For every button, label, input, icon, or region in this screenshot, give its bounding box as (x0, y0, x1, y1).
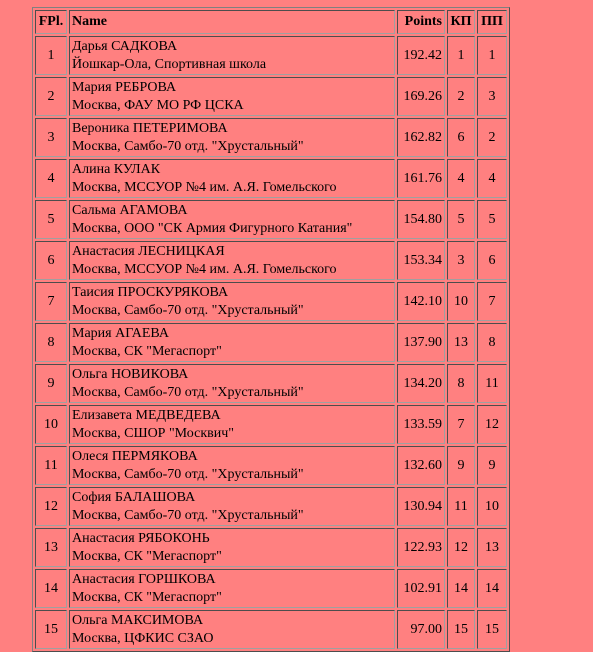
skater-club: Москва, СК "Мегаспорт" (72, 589, 222, 605)
place-cell: 10 (35, 405, 67, 444)
points-cell: 192.42 (397, 36, 445, 75)
place-cell: 7 (35, 282, 67, 321)
place-cell: 4 (35, 159, 67, 198)
points-cell: 153.34 (397, 241, 445, 280)
points-cell: 161.76 (397, 159, 445, 198)
skater-cell (69, 77, 395, 116)
kp-cell: 15 (447, 610, 475, 649)
skater-name: Мария РЕБРОВА (72, 79, 177, 95)
skater-club: Москва, СК "Мегаспорт" (72, 343, 222, 359)
skater-club: Москва, ФАУ МО РФ ЦСКА (72, 97, 244, 113)
skater-cell (69, 159, 395, 198)
skater-club: Москва, ООО "СК Армия Фигурного Катания" (72, 220, 353, 236)
pp-cell: 1 (477, 36, 507, 75)
skater-name: Анастасия РЯБОКОНЬ (72, 530, 210, 546)
place-cell: 2 (35, 77, 67, 116)
points-cell: 130.94 (397, 487, 445, 526)
table-row (35, 241, 507, 280)
skater-club: Москва, МССУОР №4 им. А.Я. Гомельского (72, 179, 337, 195)
skater-cell (69, 118, 395, 157)
pp-cell: 11 (477, 364, 507, 403)
skater-name: Елизавета МЕДВЕДЕВА (72, 407, 221, 423)
skater-club: Москва, Самбо-70 отд. "Хрустальный" (72, 138, 304, 154)
points-cell: 134.20 (397, 364, 445, 403)
skater-name: Дарья САДКОВА (72, 38, 178, 54)
skater-cell (69, 487, 395, 526)
pp-cell: 3 (477, 77, 507, 116)
kp-cell: 4 (447, 159, 475, 198)
table-row (35, 569, 507, 608)
header-pp: ПП (477, 10, 507, 34)
place-cell: 15 (35, 610, 67, 649)
skater-club: Москва, СШОР "Москвич" (72, 425, 234, 441)
pp-cell: 6 (477, 241, 507, 280)
table-row (35, 610, 507, 649)
skater-cell (69, 610, 395, 649)
kp-cell: 6 (447, 118, 475, 157)
place-cell: 11 (35, 446, 67, 485)
skater-cell (69, 446, 395, 485)
skater-name: Мария АГАЕВА (72, 325, 170, 341)
skater-club: Москва, СК "Мегаспорт" (72, 548, 222, 564)
skater-name: Анастасия ГОРШКОВА (72, 571, 216, 587)
pp-cell: 13 (477, 528, 507, 567)
points-cell: 162.82 (397, 118, 445, 157)
table-row (35, 528, 507, 567)
place-cell: 9 (35, 364, 67, 403)
skater-name: Таисия ПРОСКУРЯКОВА (72, 284, 229, 300)
points-cell: 137.90 (397, 323, 445, 362)
pp-cell: 5 (477, 200, 507, 239)
pp-cell: 8 (477, 323, 507, 362)
skater-club: Москва, Самбо-70 отд. "Хрустальный" (72, 466, 304, 482)
place-cell: 13 (35, 528, 67, 567)
skater-cell (69, 282, 395, 321)
skater-club: Москва, Самбо-70 отд. "Хрустальный" (72, 384, 304, 400)
kp-cell: 3 (447, 241, 475, 280)
pp-cell: 14 (477, 569, 507, 608)
table-row (35, 200, 507, 239)
skater-club: Москва, ЦФКИС СЗАО (72, 630, 214, 646)
header-kp: КП (447, 10, 475, 34)
place-cell: 8 (35, 323, 67, 362)
points-cell: 122.93 (397, 528, 445, 567)
pp-cell: 15 (477, 610, 507, 649)
kp-cell: 12 (447, 528, 475, 567)
pp-cell: 10 (477, 487, 507, 526)
place-cell: 3 (35, 118, 67, 157)
skater-club: Йошкар-Ола, Спортивная школа (72, 56, 267, 72)
header-points: Points (397, 10, 445, 34)
points-cell: 133.59 (397, 405, 445, 444)
skater-cell (69, 323, 395, 362)
kp-cell: 5 (447, 200, 475, 239)
points-cell: 102.91 (397, 569, 445, 608)
header-name: Name (69, 10, 395, 34)
kp-cell: 8 (447, 364, 475, 403)
place-cell: 5 (35, 200, 67, 239)
skater-name: Вероника ПЕТЕРИМОВА (72, 120, 228, 136)
points-cell: 97.00 (397, 610, 445, 649)
skater-cell (69, 528, 395, 567)
skater-club: Москва, Самбо-70 отд. "Хрустальный" (72, 507, 304, 523)
skater-name: Ольга НОВИКОВА (72, 366, 189, 382)
header-place: FPl. (35, 10, 67, 34)
place-cell: 1 (35, 36, 67, 75)
points-cell: 169.26 (397, 77, 445, 116)
skater-cell (69, 405, 395, 444)
skater-name: Алина КУЛАК (72, 161, 161, 177)
pp-cell: 4 (477, 159, 507, 198)
kp-cell: 2 (447, 77, 475, 116)
table-row (35, 364, 507, 403)
table-row (35, 282, 507, 321)
table-row (35, 446, 507, 485)
pp-cell: 7 (477, 282, 507, 321)
points-cell: 132.60 (397, 446, 445, 485)
kp-cell: 14 (447, 569, 475, 608)
place-cell: 12 (35, 487, 67, 526)
table-row (35, 77, 507, 116)
pp-cell: 12 (477, 405, 507, 444)
points-cell: 154.80 (397, 200, 445, 239)
kp-cell: 10 (447, 282, 475, 321)
results-body (35, 36, 507, 649)
skater-cell (69, 569, 395, 608)
kp-cell: 1 (447, 36, 475, 75)
kp-cell: 9 (447, 446, 475, 485)
skater-cell (69, 200, 395, 239)
table-row (35, 323, 507, 362)
table-row (35, 405, 507, 444)
skater-name: Сальма АГАМОВА (72, 202, 188, 218)
skater-name: София БАЛАШОВА (72, 489, 196, 505)
points-cell: 142.10 (397, 282, 445, 321)
pp-cell: 9 (477, 446, 507, 485)
skater-name: Анастасия ЛЕСНИЦКАЯ (72, 243, 225, 259)
skater-cell (69, 36, 395, 75)
skater-name: Олеся ПЕРМЯКОВА (72, 448, 198, 464)
results-table (32, 7, 510, 652)
skater-cell (69, 364, 395, 403)
skater-club: Москва, Самбо-70 отд. "Хрустальный" (72, 302, 304, 318)
pp-cell: 2 (477, 118, 507, 157)
skater-cell (69, 241, 395, 280)
kp-cell: 7 (447, 405, 475, 444)
table-row (35, 487, 507, 526)
skater-name: Ольга МАКСИМОВА (72, 612, 204, 628)
kp-cell: 13 (447, 323, 475, 362)
kp-cell: 11 (447, 487, 475, 526)
place-cell: 6 (35, 241, 67, 280)
header-row (35, 10, 507, 34)
table-row (35, 118, 507, 157)
place-cell: 14 (35, 569, 67, 608)
table-row (35, 36, 507, 75)
skater-club: Москва, МССУОР №4 им. А.Я. Гомельского (72, 261, 337, 277)
table-row (35, 159, 507, 198)
